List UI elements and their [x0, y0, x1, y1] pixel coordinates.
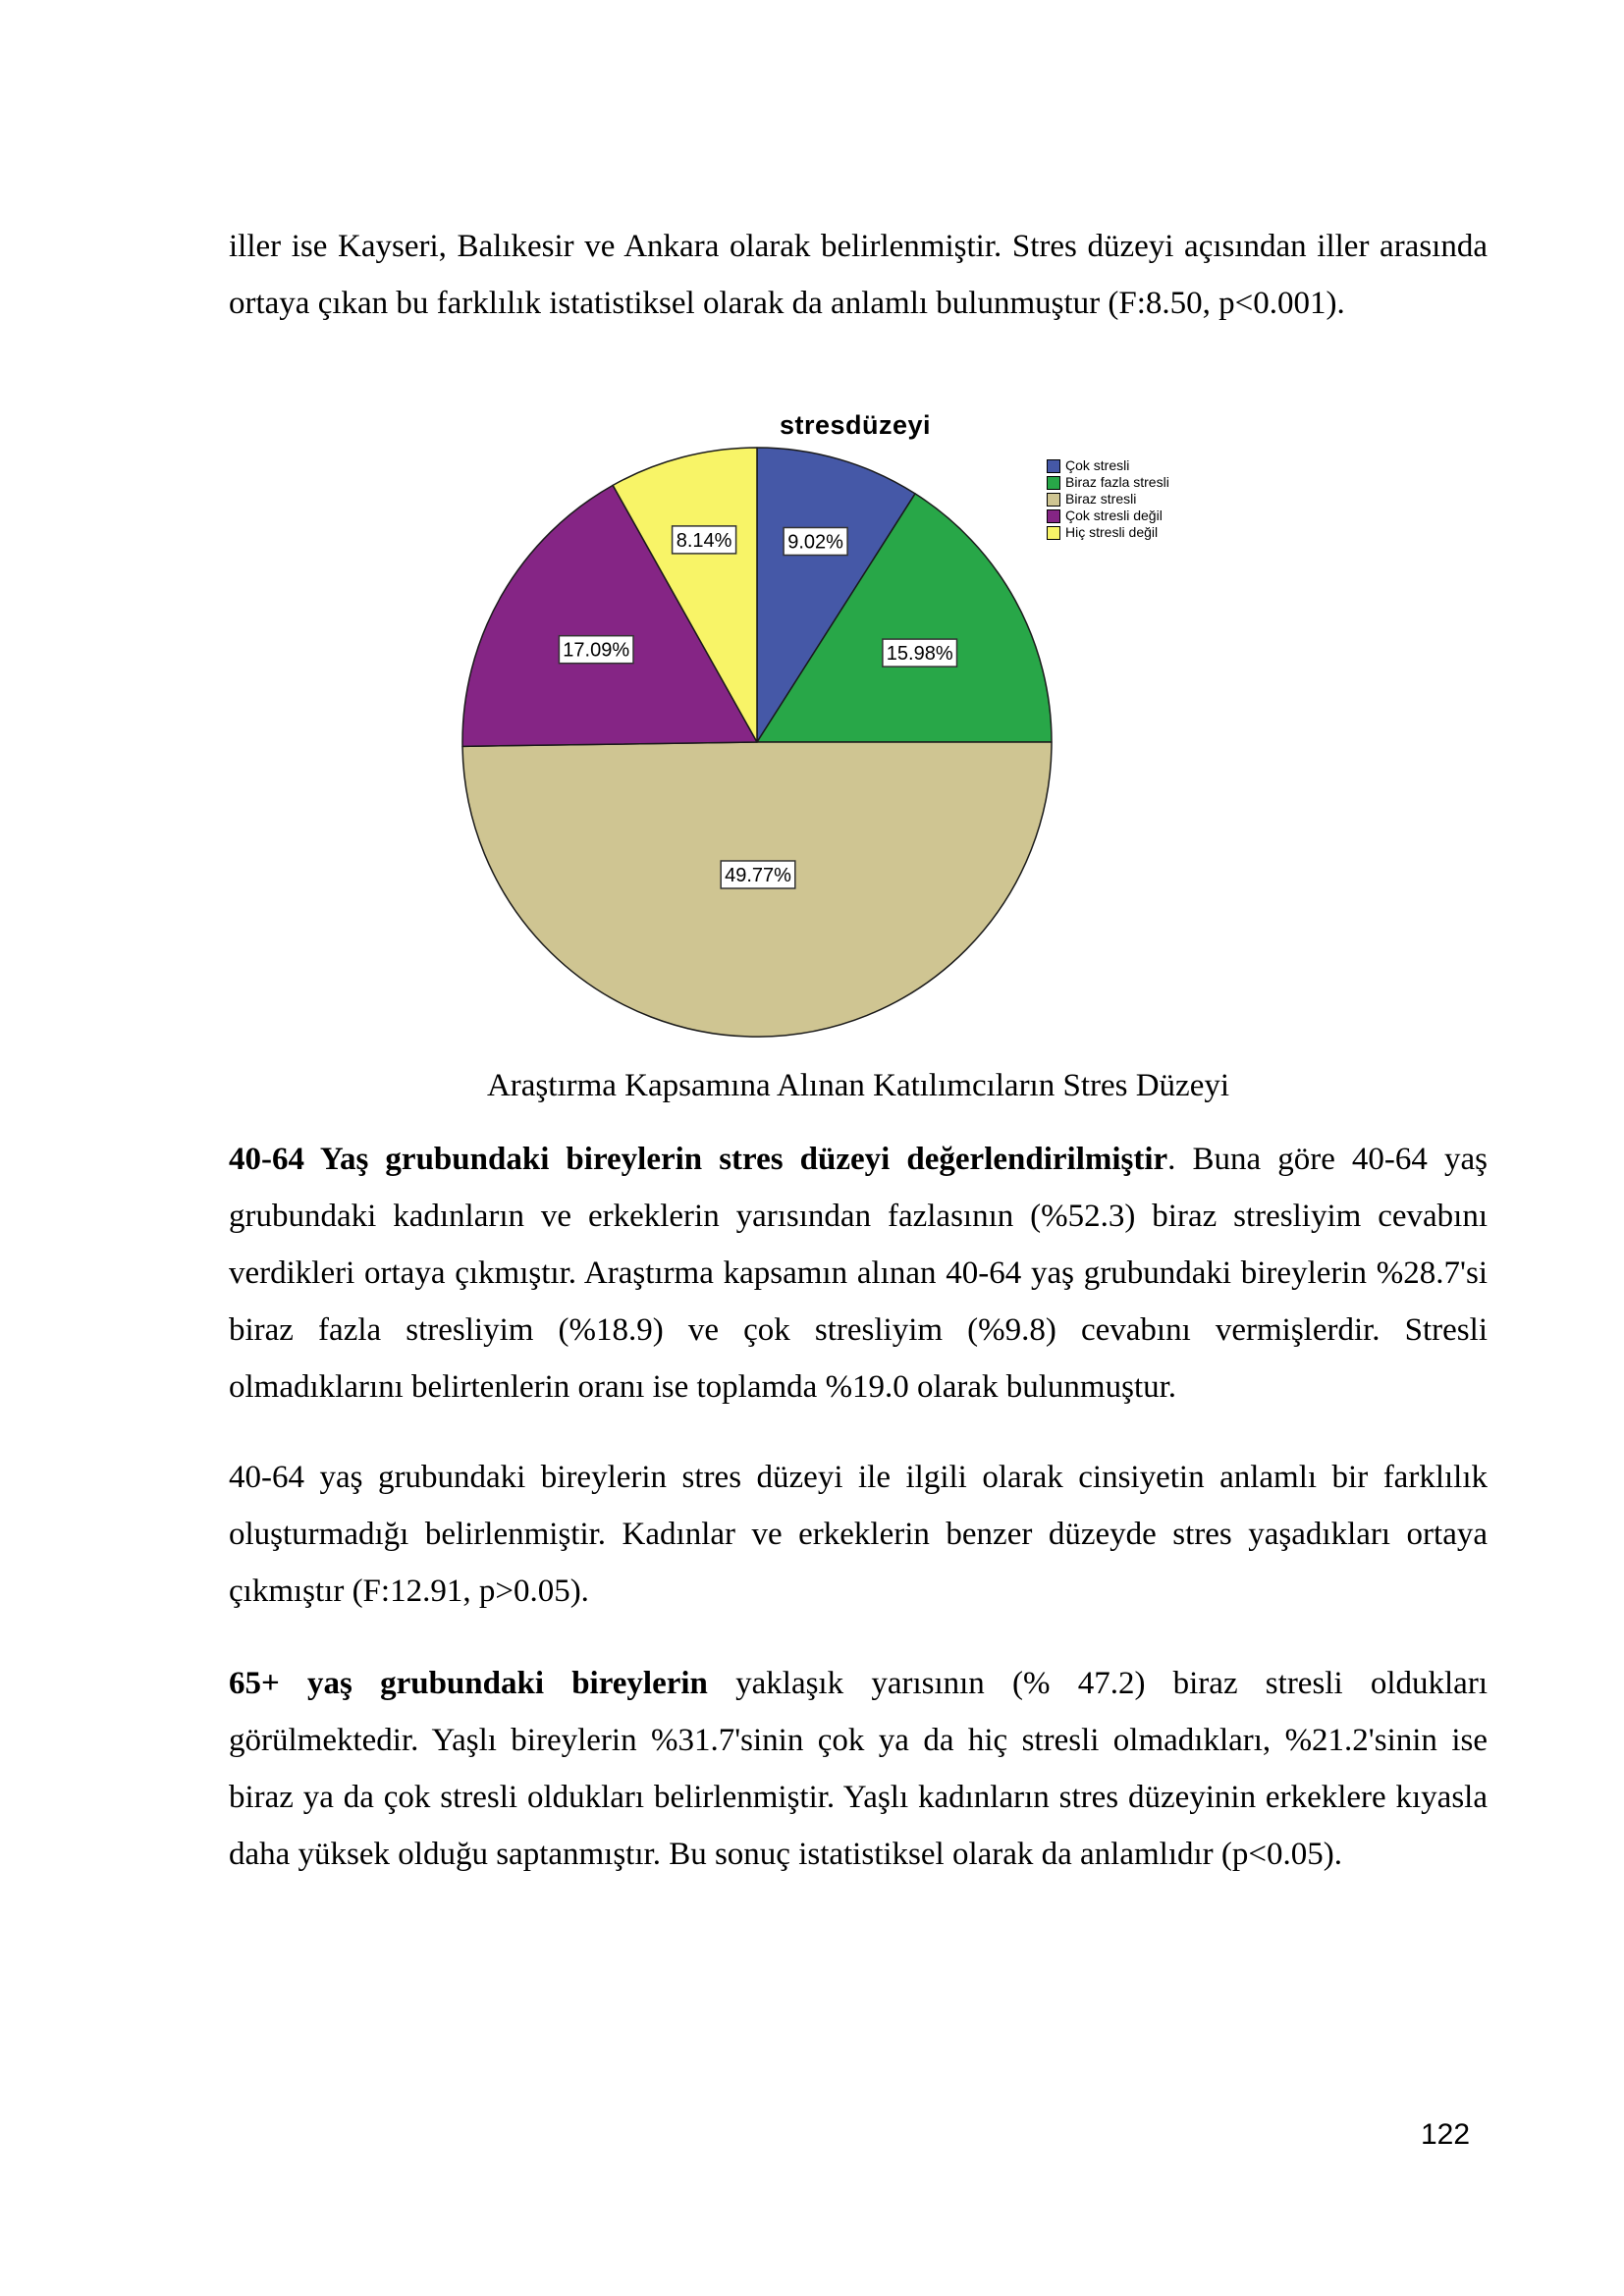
- legend-swatch-icon: [1047, 526, 1060, 540]
- figure-caption: Araştırma Kapsamına Alınan Katılımcıların Stres Düzeyi: [486, 1068, 1230, 1103]
- legend-item-cok-stresli-degil: [1047, 507, 1169, 524]
- svg-text:9.02%: 9.02%: [787, 531, 843, 554]
- svg-text:8.14%: 8.14%: [676, 529, 732, 552]
- pie-slice-label: [721, 861, 795, 888]
- pie-slice-label: [784, 528, 847, 556]
- paragraph-text: . Buna göre 40-64 yaş grubundaki kadınların ve erkeklerin yarısından fazlasının (%52.3) biraz stresliyim cevabını verdikleri ortaya çıkmıştır. Araştırma kapsamın alınan 40-64 yaş grubundaki bireylerin %28.7'si biraz fazla stresliyim (%18.9) ve çok stresliyim (%9.8) cevabını vermişlerdir. Stresli olmadıklarını belirtenlerin oranı ise toplamda %19.0 olarak bulunmuştur.: [229, 1142, 1488, 1405]
- paragraph-lead: 65+ yaş grubundaki bireylerin: [229, 1666, 708, 1701]
- paragraph-text: yaklaşık yarısının (% 47.2) biraz stresli oldukları görülmektedir. Yaşlı bireylerin %31.7'sinin çok ya da hiç stresli olmadıkları, %21.2'sinin ise biraz ya da çok stresli oldukları belirlenmiştir. Yaşlı kadınların stres düzeyinin erkeklere kıyasla daha yüksek olduğu saptanmıştır. Bu sonuç istatistiksel olarak da anlamlıdır (p<0.05).: [229, 1666, 1488, 1872]
- legend-label: Biraz stresli: [1065, 491, 1137, 507]
- legend-swatch-icon: [1047, 476, 1060, 490]
- stress-level-pie-chart: [443, 428, 1071, 1056]
- pie-slice-label: [673, 526, 736, 554]
- paragraph-65-plus: [229, 1655, 1488, 1883]
- pie-slice-label: [883, 639, 957, 667]
- legend-label: Hiç stresli değil: [1065, 524, 1159, 540]
- paragraph-text: 40-64 yaş grubundaki bireylerin stres düzeyi ile ilgili olarak cinsiyetin anlamlı bir farklılık oluşturmadığı belirlenmiştir. Kadınlar ve erkeklerin benzer düzeyde stres yaşadıkları ortaya çıkmıştır (F:12.91, p>0.05).: [229, 1460, 1488, 1609]
- legend-item-hic-stresli-degil: [1047, 524, 1169, 541]
- legend-item-biraz-stresli: [1047, 491, 1169, 507]
- legend-item-cok-stresli: [1047, 457, 1169, 474]
- pie-slice-label: [559, 636, 633, 664]
- legend-swatch-icon: [1047, 509, 1060, 523]
- legend-swatch-icon: [1047, 459, 1060, 473]
- legend-swatch-icon: [1047, 493, 1060, 507]
- paragraph-40-64-gender: [229, 1449, 1488, 1620]
- legend-label: Biraz fazla stresli: [1065, 474, 1169, 490]
- svg-text:49.77%: 49.77%: [725, 865, 791, 886]
- chart-legend: [1047, 457, 1169, 541]
- page-number: 122: [1421, 2118, 1471, 2151]
- legend-label: Çok stresli değil: [1065, 507, 1163, 523]
- legend-item-biraz-fazla-stresli: [1047, 474, 1169, 491]
- paragraph-text: iller ise Kayseri, Balıkesir ve Ankara olarak belirlenmiştir. Stres düzeyi açısından iller arasında ortaya çıkan bu farklılık istatistiksel olarak da anlamlı bulunmuştur (F:8.50, p<0.001).: [229, 229, 1488, 321]
- svg-text:15.98%: 15.98%: [886, 643, 953, 666]
- chart-title: stresdüzeyi: [779, 410, 932, 440]
- svg-text:17.09%: 17.09%: [563, 639, 630, 662]
- paragraph-province-stress: [229, 218, 1488, 332]
- legend-label: Çok stresli: [1065, 457, 1130, 473]
- paragraph-lead: 40-64 Yaş grubundaki bireylerin stres düzeyi değerlendirilmiştir: [229, 1142, 1168, 1177]
- pie-slice-2: [462, 742, 1052, 1037]
- paragraph-40-64-stress: [229, 1131, 1488, 1415]
